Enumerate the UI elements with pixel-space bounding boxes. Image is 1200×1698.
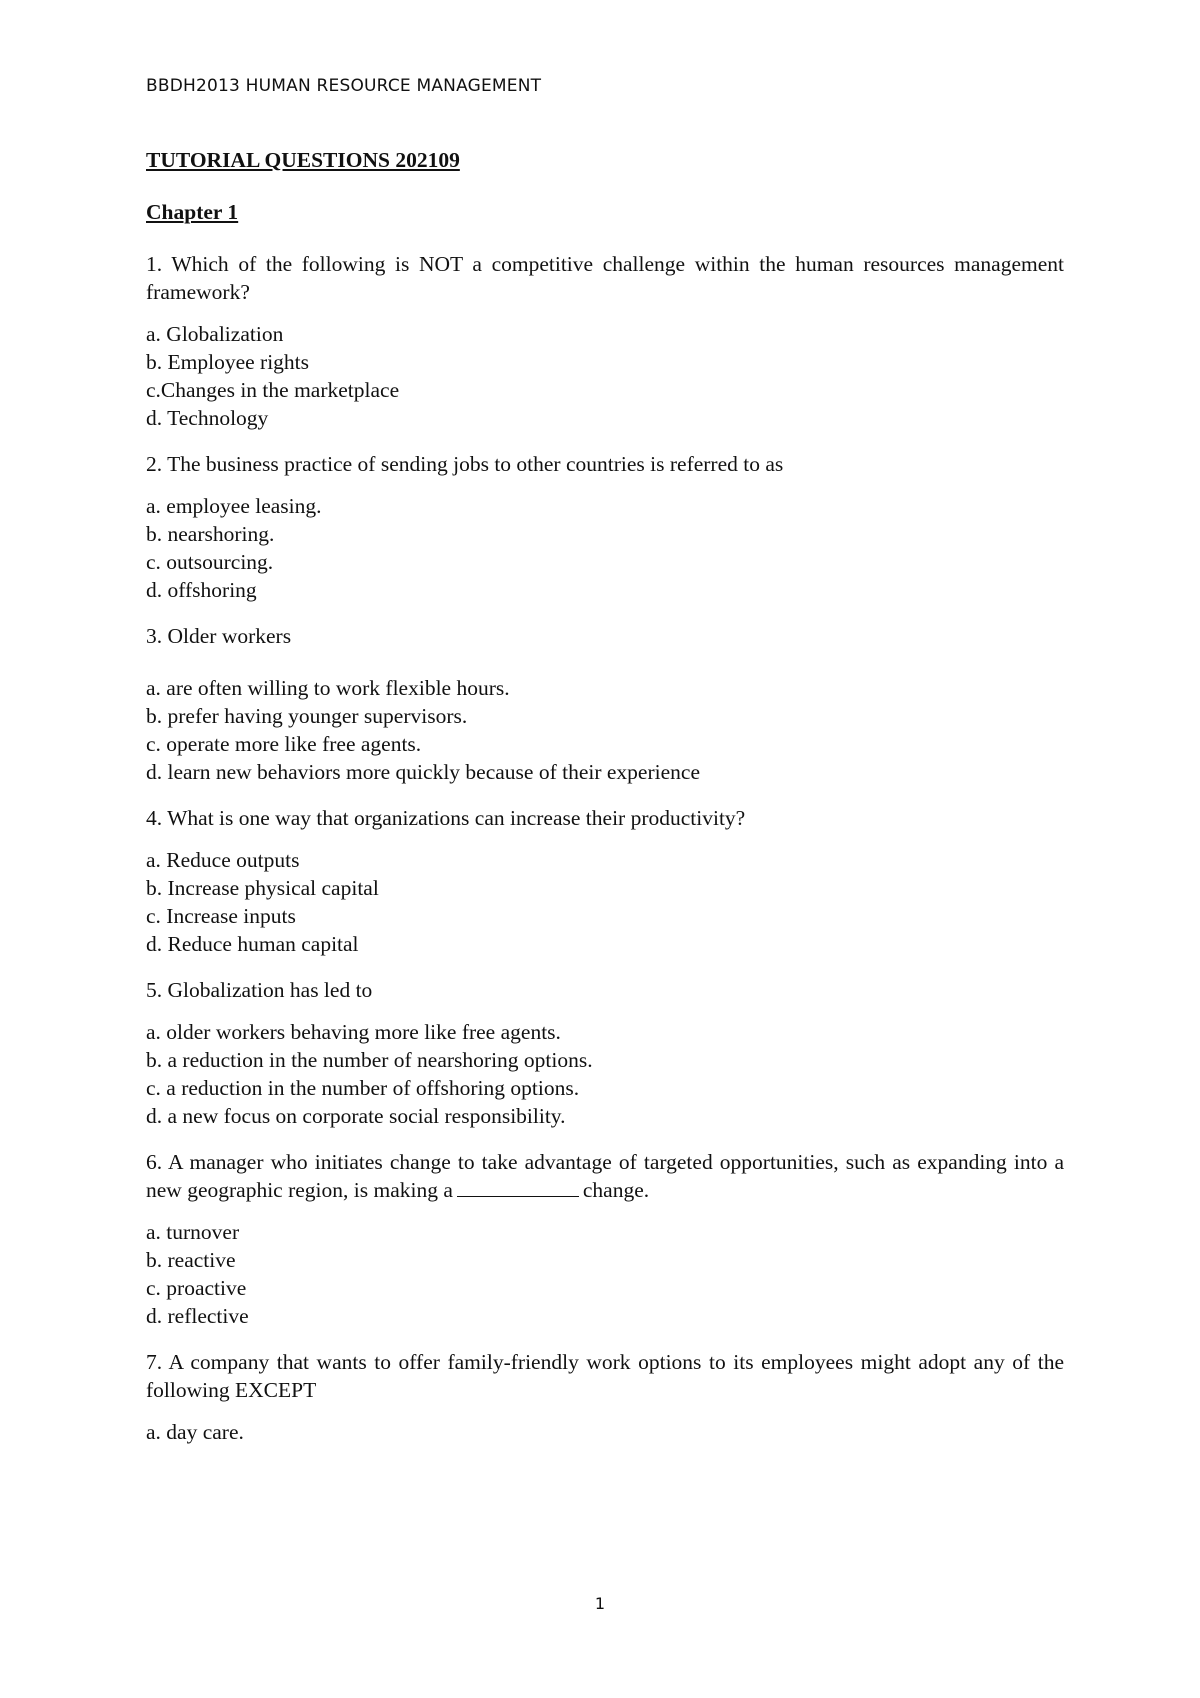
option-c: c.Changes in the marketplace <box>146 378 400 402</box>
option-d: d. offshoring <box>146 578 257 602</box>
option-a: a. Globalization <box>146 322 284 346</box>
option-d: d. Reduce human capital <box>146 932 359 956</box>
question-4 <box>146 804 1064 958</box>
option-list <box>146 846 1064 958</box>
question-1 <box>146 250 1064 432</box>
document-title: TUTORIAL QUESTIONS 202109 <box>146 148 460 172</box>
option-a: a. are often willing to work flexible hours. <box>146 676 510 700</box>
question-6 <box>146 1148 1064 1330</box>
answer-blank <box>457 1178 579 1197</box>
question-text: 3. Older workers <box>146 624 292 648</box>
question-text: 4. What is one way that organizations can increase their productivity? <box>146 806 746 830</box>
option-d: d. a new focus on corporate social responsibility. <box>146 1104 566 1128</box>
option-a: a. Reduce outputs <box>146 848 300 872</box>
option-list <box>146 320 1064 432</box>
question-7 <box>146 1348 1064 1446</box>
option-b: b. prefer having younger supervisors. <box>146 704 468 728</box>
running-header: BBDH2013 HUMAN RESOURCE MANAGEMENT <box>146 76 542 96</box>
option-list <box>146 1418 1064 1446</box>
option-b: b. nearshoring. <box>146 522 275 546</box>
option-b: b. reactive <box>146 1248 236 1272</box>
option-c: c. a reduction in the number of offshoring options. <box>146 1076 580 1100</box>
question-5 <box>146 976 1064 1130</box>
option-b: b. a reduction in the number of nearshoring options. <box>146 1048 593 1072</box>
option-b: b. Increase physical capital <box>146 876 379 900</box>
option-c: c. outsourcing. <box>146 550 274 574</box>
page-number: 1 <box>594 1594 606 1613</box>
option-list <box>146 1218 1064 1330</box>
chapter-heading: Chapter 1 <box>146 200 239 224</box>
option-d: d. Technology <box>146 406 269 430</box>
option-list <box>146 1018 1064 1130</box>
question-text-start: 6. A manager who initiates change to take advantage of targeted opportunities, such as expanding into a new geographic region, is making a <box>146 1150 1064 1202</box>
option-d: d. learn new behaviors more quickly because of their experience <box>146 760 700 784</box>
option-list <box>146 674 1064 786</box>
page-content <box>146 146 1064 1464</box>
question-3 <box>146 622 1064 786</box>
question-text-end: change. <box>582 1178 650 1202</box>
question-text: 1. Which of the following is NOT a competitive challenge within the human resources management framework? <box>146 252 1064 304</box>
question-text: 7. A company that wants to offer family-friendly work options to its employees might adopt any of the following EXCEPT <box>146 1350 1064 1402</box>
option-a: a. day care. <box>146 1420 244 1444</box>
option-c: c. proactive <box>146 1276 247 1300</box>
option-c: c. operate more like free agents. <box>146 732 422 756</box>
question-2 <box>146 450 1064 604</box>
option-list <box>146 492 1064 604</box>
option-b: b. Employee rights <box>146 350 310 374</box>
option-a: a. employee leasing. <box>146 494 322 518</box>
question-text: 5. Globalization has led to <box>146 978 373 1002</box>
option-a: a. older workers behaving more like free agents. <box>146 1020 561 1044</box>
question-text <box>146 1148 1064 1204</box>
option-a: a. turnover <box>146 1220 240 1244</box>
option-c: c. Increase inputs <box>146 904 296 928</box>
option-d: d. reflective <box>146 1304 249 1328</box>
question-text: 2. The business practice of sending jobs to other countries is referred to as <box>146 452 784 476</box>
